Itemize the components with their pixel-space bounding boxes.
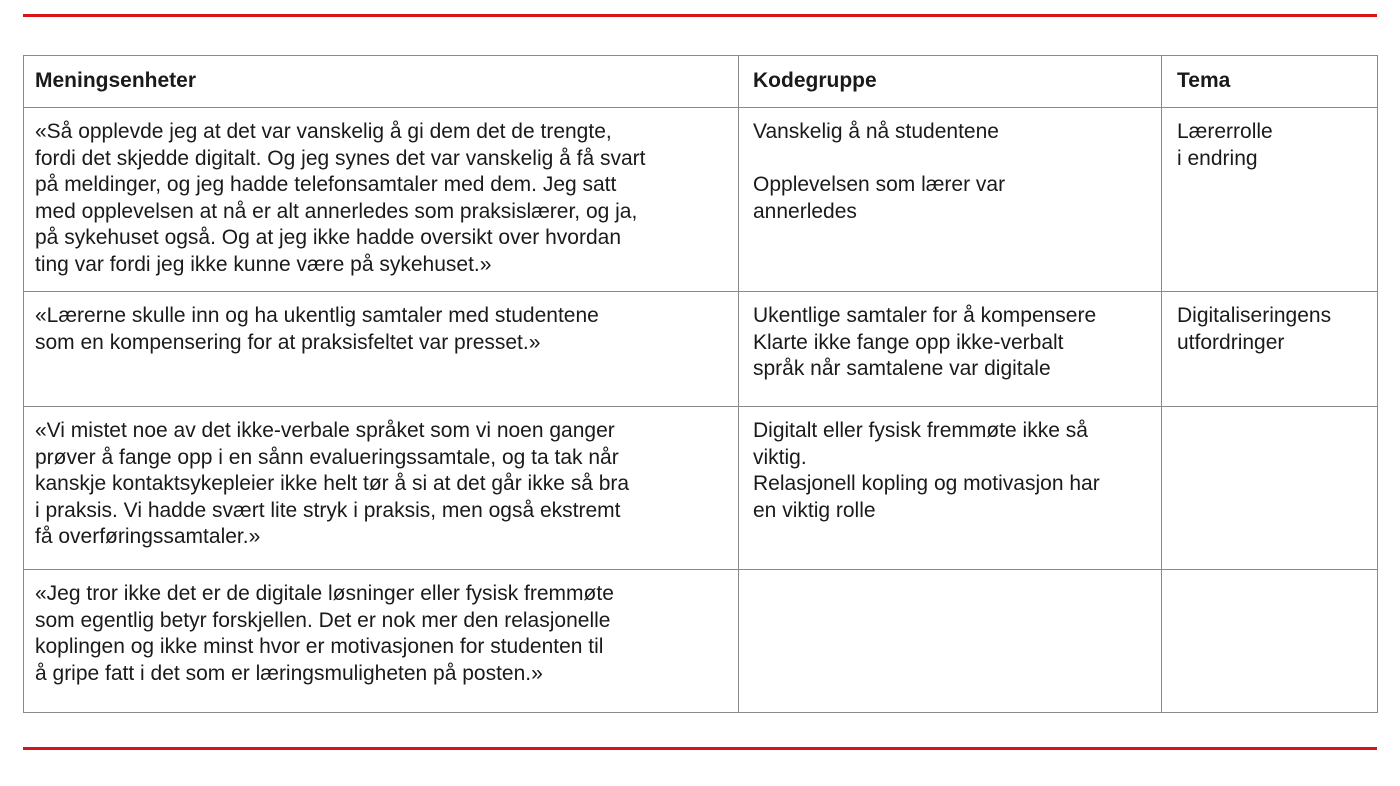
code-line: viktig.	[753, 445, 807, 469]
theme-cell	[1162, 407, 1378, 570]
meaning-unit-cell	[24, 292, 739, 407]
meaning-line: prøver å fange opp i en sånn evalueringssamtale, og ta tak når	[35, 445, 619, 469]
bottom-accent-rule	[23, 747, 1377, 750]
meaning-unit-cell	[24, 407, 739, 570]
table-row	[24, 292, 1378, 407]
meaning-line: i praksis. Vi hadde svært lite stryk i praksis, men også ekstremt	[35, 498, 621, 522]
meaning-line: som en kompensering for at praksisfeltet var presset.»	[35, 330, 541, 354]
header-kodegruppe: Kodegruppe	[739, 56, 1162, 108]
theme-cell	[1162, 570, 1378, 713]
table-header-row	[24, 56, 1378, 108]
meaning-unit-cell	[24, 108, 739, 292]
table-row	[24, 108, 1378, 292]
meaning-line: «Så opplevde jeg at det var vanskelig å gi dem det de trengte,	[35, 120, 612, 143]
code-line: en viktig rolle	[753, 498, 876, 522]
theme-line: utfordringer	[1177, 330, 1285, 354]
theme-line: i endring	[1177, 146, 1258, 170]
meaning-line: «Lærerne skulle inn og ha ukentlig samtaler med studentene	[35, 304, 599, 327]
code-line: Ukentlige samtaler for å kompensere	[753, 304, 1097, 327]
code-line: annerledes	[753, 199, 857, 223]
meaning-line: kanskje kontaktsykepleier ikke helt tør å si at det går ikke så bra	[35, 472, 630, 495]
code-line: Klarte ikke fange opp ikke-verbalt	[753, 330, 1064, 354]
theme-cell	[1162, 108, 1378, 292]
code-group-cell	[739, 292, 1162, 407]
theme-line: Lærerrolle	[1177, 120, 1273, 143]
theme-line: Digitaliseringens	[1177, 304, 1332, 327]
code-group-cell	[739, 407, 1162, 570]
meaning-line: å gripe fatt i det som er læringsmuligheten på posten.»	[35, 661, 543, 685]
header-meningsenheter: Meningsenheter	[24, 56, 739, 108]
code-line: Opplevelsen som lærer var	[753, 173, 1006, 196]
meaning-line: med opplevelsen at nå er alt annerledes som praksislærer, og ja,	[35, 199, 638, 223]
header-tema: Tema	[1162, 56, 1378, 108]
code-group-cell	[739, 108, 1162, 292]
code-line: Vanskelig å nå studentene	[753, 120, 999, 143]
top-accent-rule	[23, 14, 1377, 17]
meaning-unit-cell	[24, 570, 739, 713]
meaning-line: som egentlig betyr forskjellen. Det er nok mer den relasjonelle	[35, 608, 611, 632]
meaning-line: fordi det skjedde digitalt. Og jeg synes det var vanskelig å få svart	[35, 146, 646, 170]
meaning-line: «Jeg tror ikke det er de digitale løsninger eller fysisk fremmøte	[35, 582, 614, 605]
theme-cell	[1162, 292, 1378, 407]
code-line: Digitalt eller fysisk fremmøte ikke så	[753, 419, 1088, 442]
table-row	[24, 407, 1378, 570]
meaning-line: koplingen og ikke minst hvor er motivasjonen for studenten til	[35, 635, 604, 658]
table-row	[24, 570, 1378, 713]
meaning-line: ting var fordi jeg ikke kunne være på sykehuset.»	[35, 252, 492, 276]
analysis-table	[23, 55, 1378, 713]
code-line: Relasjonell kopling og motivasjon har	[753, 472, 1100, 495]
meaning-line: på sykehuset også. Og at jeg ikke hadde oversikt over hvordan	[35, 226, 622, 249]
code-line: språk når samtalene var digitale	[753, 357, 1051, 380]
meaning-line: på meldinger, og jeg hadde telefonsamtaler med dem. Jeg satt	[35, 173, 617, 196]
code-spacer	[753, 146, 1151, 173]
meaning-line: «Vi mistet noe av det ikke-verbale språket som vi noen ganger	[35, 419, 615, 442]
code-group-cell	[739, 570, 1162, 713]
meaning-line: få overføringssamtaler.»	[35, 525, 261, 548]
